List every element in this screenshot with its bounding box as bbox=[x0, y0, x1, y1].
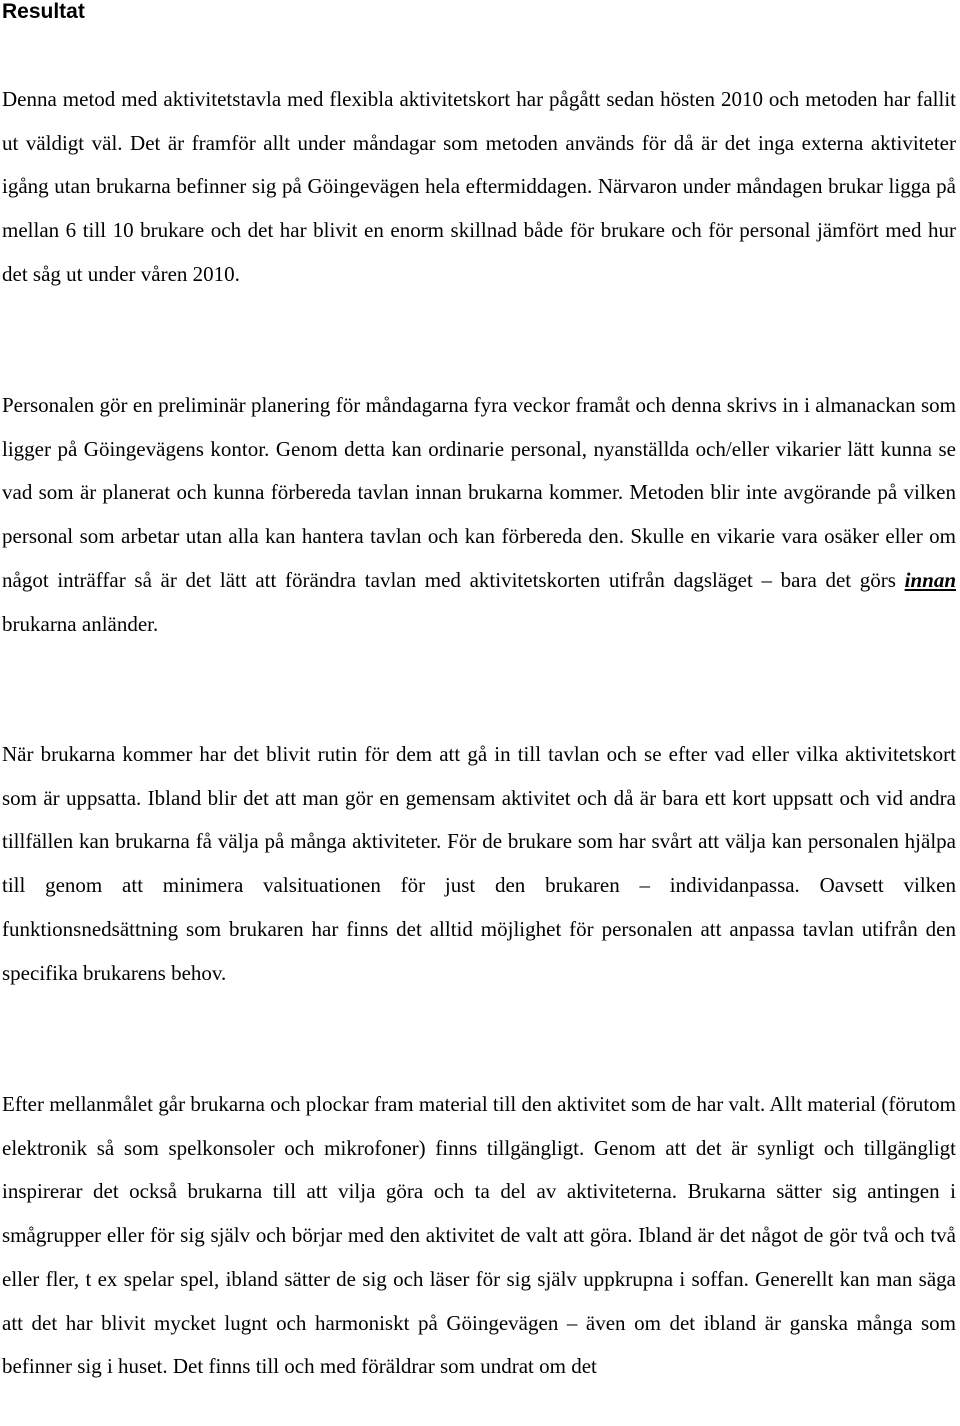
paragraph-3: När brukarna kommer har det blivit rutin för dem att gå in till tavlan och se efter vad eller vilka aktivitetskort som är uppsatta. Ibland blir det att man gör en gemensam aktivitet och då är bara ett kort uppsatt och vid andra tillfällen kan brukarna få välja på många aktiviteter. För de brukare som har svårt att välja kan personalen hjälpa till genom att minimera valsituationen för just den brukaren – individanpassa. Oavsett vilken funktionsnedsättning som brukaren har finns det alltid möjlighet för personalen att anpassa tavlan utifrån den specifika brukarens behov. bbox=[2, 742, 956, 985]
section-heading: Resultat bbox=[2, 0, 85, 23]
paragraph-1: Denna metod med aktivitetstavla med flexibla aktivitetskort har pågått sedan hösten 2010 och metoden har fallit ut väldigt väl. Det är framför allt under måndagar som metoden används för då är det inga externa aktiviteter igång utan brukarna befinner sig på Göingevägen hela eftermiddagen. Närvaron under måndagen brukar ligga på mellan 6 till 10 brukare och det har blivit en enorm skillnad både för brukare och för personal jämfört med hur det såg ut under våren 2010. bbox=[2, 87, 956, 286]
paragraph-2-text-before: Personalen gör en preliminär planering för måndagarna fyra veckor framåt och denna skrivs in i almanackan som ligger på Göingevägens kontor. Genom detta kan ordinarie personal, nyanställda och/eller vikarier lätt kunna se vad som är planerat och kunna förbereda tavlan innan brukarna kommer. Metoden blir inte avgörande på vilken personal som arbetar utan alla kan hantera tavlan och kan förbereda den. Skulle en vikarie vara osäker eller om något inträffar så är det lätt att förändra tavlan med aktivitetskorten utifrån dagsläget – bara det görs bbox=[2, 393, 956, 592]
paragraph-2-text-after: brukarna anländer. bbox=[2, 611, 159, 636]
paragraph-4: Efter mellanmålet går brukarna och plockar fram material till den aktivitet som de har valt. Allt material (förutom elektronik så som spelkonsoler och mikrofoner) finns tillgängligt. Genom att det är synligt och tillgängligt inspirerar det också brukarna till att vilja göra och ta del av aktiviteterna. Brukarna sätter sig antingen i smågrupper eller för sig själv och börjar med den aktivitet de valt att göra. Ibland är det något de gör två och två eller fler, t ex spelar spel, ibland sätter de sig och läser för sig själv uppkrupna i soffan. Generellt kan man säga att det har blivit mycket lugnt och harmoniskt på Göingevägen – även om det ibland är ganska många som befinner sig i huset. Det finns till och med föräldrar som undrat om det bbox=[2, 1092, 956, 1379]
paragraph-2 bbox=[2, 384, 956, 646]
paragraph-2-emphasis: innan bbox=[904, 567, 956, 592]
